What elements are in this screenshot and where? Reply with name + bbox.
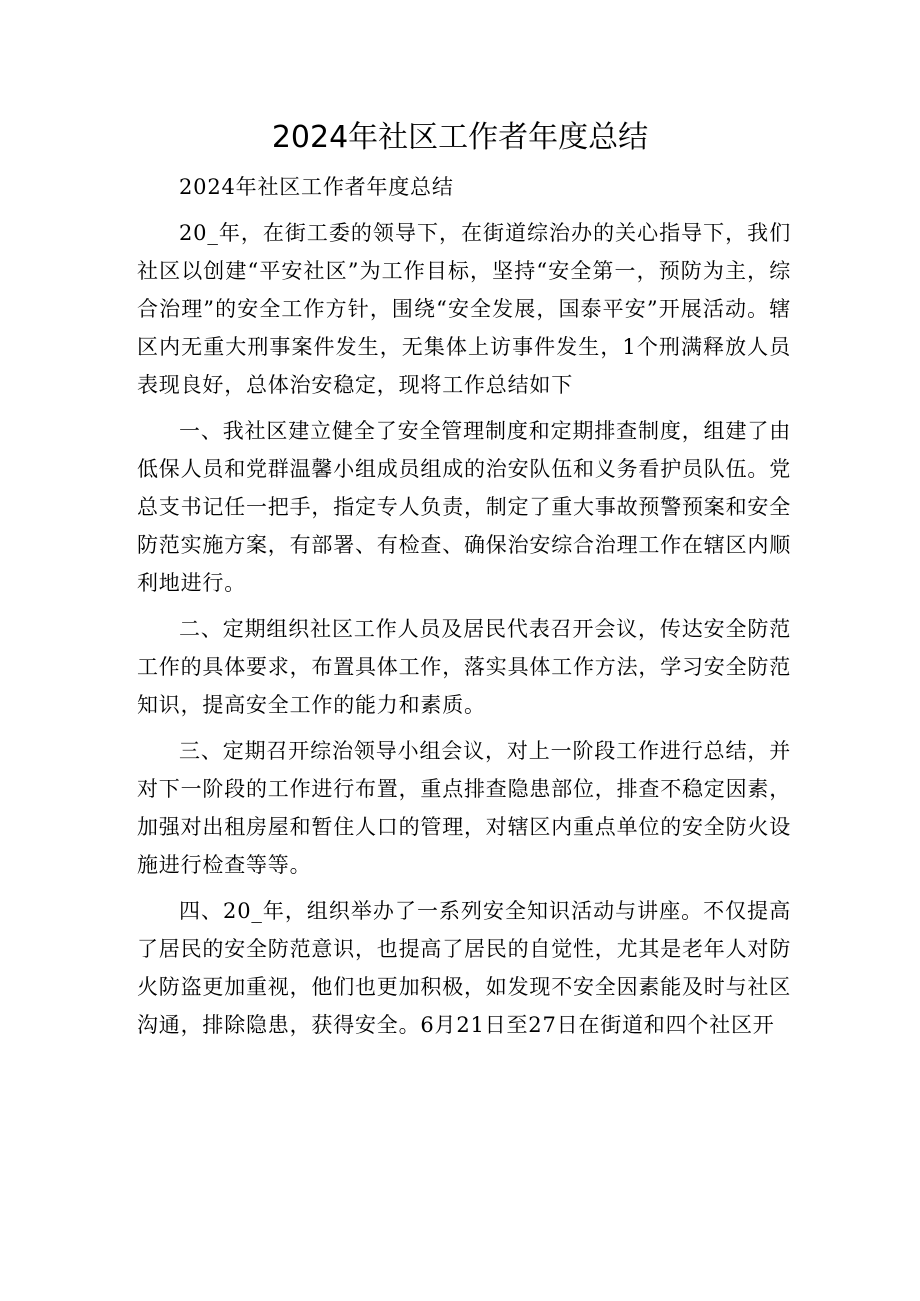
- paragraph-section-4: 四、20_年，组织举办了一系列安全知识活动与讲座。不仅提高了居民的安全防范意识，也提高了居民的自觉性，尤其是老年人对防火防盗更加重视，他们也更加积极，如发现不安全因素能及时与社区沟通，排除隐患，获得安全。6月21日至27日在街道和四个社区开: [137, 899, 791, 1037]
- paragraph-section-3: 三、定期召开综治领导小组会议，对上一阶段工作进行总结，并对下一阶段的工作进行布置，重点排查隐患部位，排查不稳定因素，加强对出租房屋和暂住人口的管理，对辖区内重点单位的安全防火设施进行检查等等。: [137, 739, 791, 877]
- paragraph-section-2: 二、定期组织社区工作人员及居民代表召开会议，传达安全防范工作的具体要求，布置具体工作，落实具体工作方法，学习安全防范知识，提高安全工作的能力和素质。: [137, 617, 791, 717]
- document-title: 2024年社区工作者年度总结: [271, 120, 649, 155]
- paragraph-section-1: 一、我社区建立健全了安全管理制度和定期排查制度，组建了由低保人员和党群温馨小组成员组成的治安队伍和义务看护员队伍。党总支书记任一把手，指定专人负责，制定了重大事故预警预案和安全防范实施方案，有部署、有检查、确保治安综合治理工作在辖区内顺利地进行。: [137, 419, 791, 595]
- paragraph-intro: 20_年，在街工委的领导下，在街道综治办的关心指导下，我们社区以创建“平安社区”为工作目标，坚持“安全第一，预防为主，综合治理”的安全工作方针，围绕“安全发展，国泰平安”开展活动。辖区内无重大刑事案件发生，无集体上访事件发生，1个刑满释放人员表现良好，总体治安稳定，现将工作总结如下: [137, 221, 791, 397]
- document-body: [137, 168, 791, 1052]
- document-subtitle: 2024年社区工作者年度总结: [179, 175, 454, 199]
